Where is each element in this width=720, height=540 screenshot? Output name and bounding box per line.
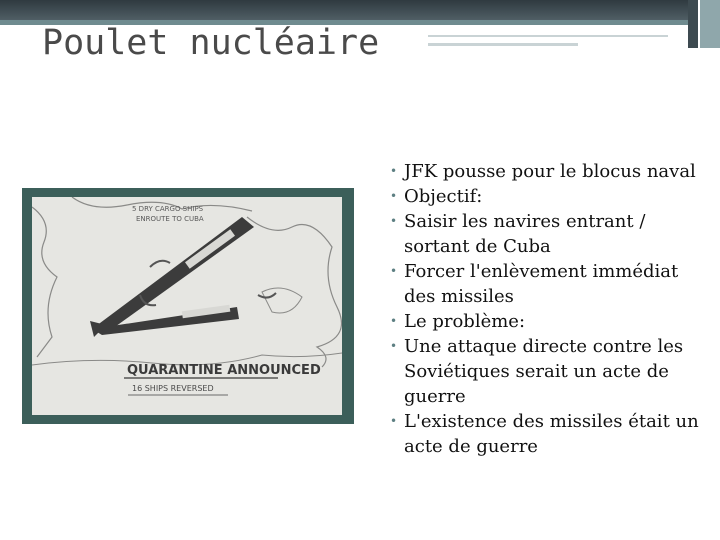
bullet-icon: • [390,264,398,278]
bullet-text: JFK pousse pour le blocus naval [404,161,696,182]
bullet-item [388,209,708,259]
bullet-text: Forcer l'enlèvement immédiat des missiles [404,261,679,307]
bullet-list [388,159,708,459]
bullet-icon: • [390,189,398,203]
photo-headline: QUARANTINE ANNOUNCED [127,363,321,378]
quarantine-map-photo [32,197,342,415]
photo-subline: 16 SHIPS REVERSED [132,384,214,393]
photo-caption-top-1: 5 DRY CARGO SHIPS [132,205,204,213]
bullet-item [388,409,708,459]
bullet-text: Une attaque directe contre les Soviétiques serait un acte de guerre [404,336,684,407]
bullet-icon: • [390,339,398,353]
bullet-icon: • [390,214,398,228]
photo-frame [22,188,354,424]
bullet-item [388,184,708,209]
bullet-icon: • [390,164,398,178]
photo-caption-top-2: ENROUTE TO CUBA [136,215,204,223]
bullet-item [388,309,708,334]
slide-title: Poulet nucléaire [42,23,380,63]
bullet-text: Objectif: [404,186,483,207]
bullet-item [388,334,708,409]
bullet-item [388,259,708,309]
bullet-text: Le problème: [404,311,526,332]
header-right-cap [688,0,720,48]
bullet-item [388,159,708,184]
bullet-icon: • [390,314,398,328]
header-rule-long [428,35,668,37]
bullet-text: Saisir les navires entrant / sortant de Cuba [404,211,646,257]
map-illustration [32,197,342,415]
bullet-icon: • [390,414,398,428]
bullet-text: L'existence des missiles était un acte de guerre [404,411,699,457]
header-rule-short [428,43,578,46]
